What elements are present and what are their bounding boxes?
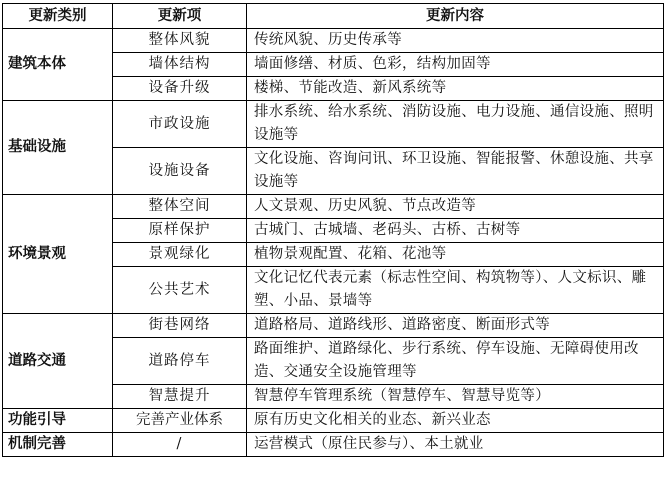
category-cell: 基础设施 [3,101,113,195]
content-cell: 墙面修缮、材质、色彩，结构加固等 [247,53,664,77]
item-cell: 整体空间 [113,195,247,219]
content-cell: 文化记忆代表元素（标志性空间、构筑物等）、人文标识、雕塑、小品、景墙等 [247,267,664,314]
item-cell: 智慧提升 [113,385,247,409]
item-cell: / [113,433,247,457]
table-row [3,101,664,148]
item-cell: 景观绿化 [113,243,247,267]
content-cell: 文化设施、咨询问讯、环卫设施、智能报警、休憩设施、共享设施等 [247,148,664,195]
item-cell: 公共艺术 [113,267,247,314]
content-cell: 植物景观配置、花箱、花池等 [247,243,664,267]
table-row [3,433,664,457]
item-cell: 整体风貌 [113,29,247,53]
content-cell: 楼梯、节能改造、新风系统等 [247,77,664,101]
content-cell: 排水系统、给水系统、消防设施、电力设施、通信设施、照明设施等 [247,101,664,148]
content-cell: 道路格局、道路线形、道路密度、断面形式等 [247,314,664,338]
item-cell: 设施设备 [113,148,247,195]
header-content: 更新内容 [247,4,664,29]
category-cell: 机制完善 [3,433,113,457]
item-cell: 街巷网络 [113,314,247,338]
table-row [3,409,664,433]
item-cell: 市政设施 [113,101,247,148]
category-cell: 功能引导 [3,409,113,433]
renewal-table [2,3,664,457]
table-header-row [3,4,664,29]
content-cell: 智慧停车管理系统（智慧停车、智慧导览等） [247,385,664,409]
content-cell: 运营模式（原住民参与）、本土就业 [247,433,664,457]
category-cell: 道路交通 [3,314,113,409]
category-cell: 建筑本体 [3,29,113,101]
table-row [3,195,664,219]
content-cell: 古城门、古城墙、老码头、古桥、古树等 [247,219,664,243]
content-cell: 路面维护、道路绿化、步行系统、停车设施、无障碍使用改造、交通安全设施管理等 [247,338,664,385]
item-cell: 道路停车 [113,338,247,385]
item-cell: 设备升级 [113,77,247,101]
category-cell: 环境景观 [3,195,113,314]
item-cell: 墙体结构 [113,53,247,77]
content-cell: 传统风貌、历史传承等 [247,29,664,53]
header-item: 更新项 [113,4,247,29]
table-row [3,29,664,53]
content-cell: 人文景观、历史风貌、节点改造等 [247,195,664,219]
item-cell: 完善产业体系 [113,409,247,433]
table-row [3,314,664,338]
content-cell: 原有历史文化相关的业态、新兴业态 [247,409,664,433]
header-category: 更新类别 [3,4,113,29]
item-cell: 原样保护 [113,219,247,243]
